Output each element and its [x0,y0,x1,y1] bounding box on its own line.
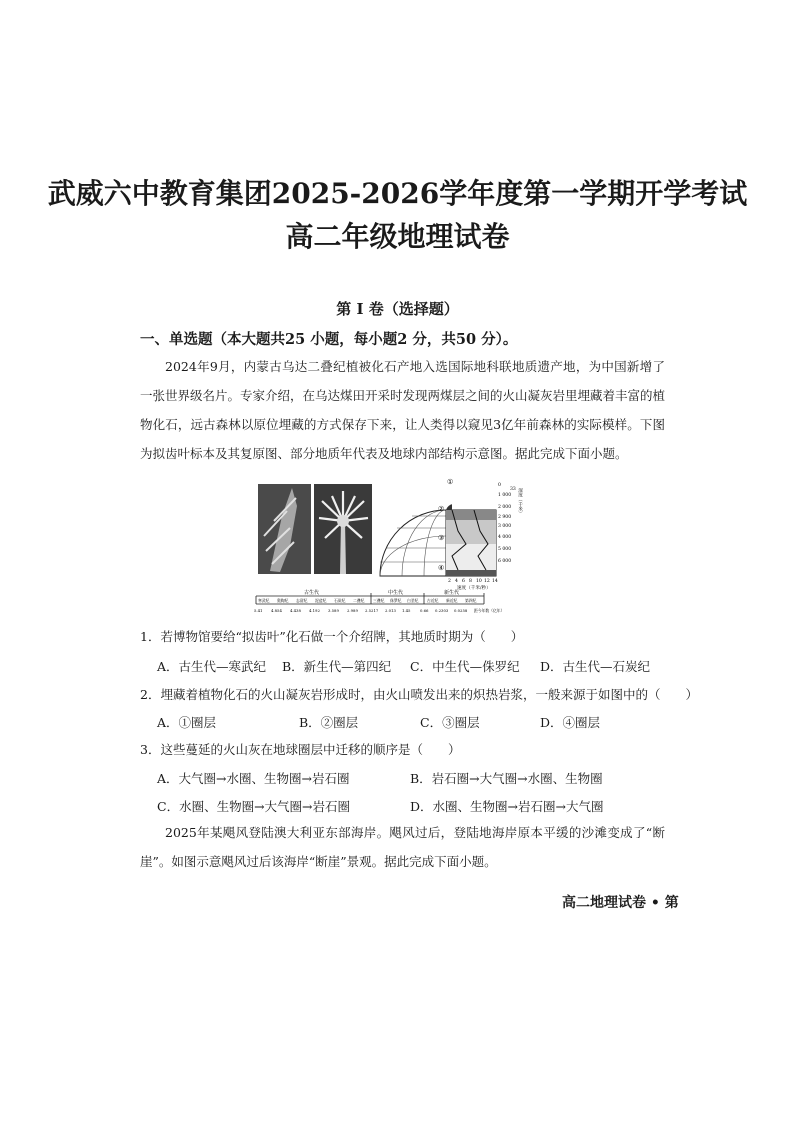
label-circle-2: ② [438,505,445,513]
svg-text:2 000: 2 000 [498,505,512,510]
figure-svg [252,476,532,618]
era-paleozoic: 古生代 [304,590,320,596]
svg-text:2 900: 2 900 [498,515,512,520]
svg-text:0.66: 0.66 [420,608,429,613]
question-2-option-d[interactable]: D．④圈层 [540,715,601,730]
svg-text:4.438: 4.438 [290,608,301,613]
geologic-timeline [254,589,504,613]
svg-text:石炭纪: 石炭纪 [334,598,346,603]
svg-text:5.41: 5.41 [254,608,263,613]
question-1-option-a[interactable]: A．古生代—寒武纪 [157,659,267,674]
question-3-option-c[interactable]: C．水圈、生物圈→大气圈→岩石圈 [157,799,351,814]
question-2-stem: 2．埋藏着植物化石的火山凝灰岩形成时，由火山喷发出来的炽热岩浆，一般来源于如图中的（ ） [140,687,698,702]
svg-text:0: 0 [498,483,501,488]
svg-text:2.5217: 2.5217 [365,608,379,613]
section-heading: 一、单选题（本大题共25 小题，每小题2 分，共50 分）。 [140,331,518,348]
svg-text:0.0258: 0.0258 [454,608,468,613]
question-3-stem: 3．这些蔓延的火山灰在地球圈层中迁移的顺序是（ ） [140,742,461,757]
svg-text:1 000: 1 000 [498,493,512,498]
svg-text:3 000: 3 000 [498,524,512,529]
question-2-option-c[interactable]: C．③圈层 [420,715,480,730]
passage-1: 2024年9月，内蒙古乌达二叠纪植被化石产地入选国际地科联地质遗产地，为中国新增了一张世界级名片。专家介绍，在乌达煤田开采时发现两煤层之间的火山凝灰岩里埋藏着丰富的植物化石，远古森林以原位埋藏的方式保存下来，让人类得以窥见3亿年前森林的实际模样。下图为拟齿叶标本及其复原图、部分地质年代表及地球内部结构示意图。据此完成下面小题。 [140,359,666,461]
svg-text:寒武纪: 寒武纪 [258,598,270,603]
svg-text:速度（千米/秒）: 速度（千米/秒） [457,586,491,591]
svg-text:距今年数（亿年）: 距今年数（亿年） [474,608,505,613]
svg-text:第四纪: 第四纪 [465,598,477,603]
svg-text:深度（千米）: 深度（千米） [517,488,523,516]
svg-text:2.989: 2.989 [347,608,358,613]
question-1-option-b[interactable]: B．新生代—第四纪 [282,659,392,674]
question-2-option-a[interactable]: A．①圈层 [157,715,217,730]
figure-fossil-geology [252,476,532,618]
era-cenozoic: 新生代 [444,590,460,596]
svg-text:新近纪: 新近纪 [446,598,458,603]
svg-text:6 000: 6 000 [498,559,512,564]
label-s-wave: 横波 [450,500,462,506]
question-2-option-b[interactable]: B．②圈层 [299,715,359,730]
svg-text:二叠纪: 二叠纪 [353,598,365,603]
svg-text:5 000: 5 000 [498,547,512,552]
passage-2: 2025年某飓风登陆澳大利亚东部海岸。飓风过后，登陆地海岸原本平缓的沙滩变成了“断崖”。如图示意飓风过后该海岸“断崖”景观。据此完成下面小题。 [140,825,665,869]
exam-title: 武威六中教育集团2025-2026学年度第一学期开学考试 [47,177,748,210]
svg-text:12: 12 [484,579,490,584]
question-3-option-b[interactable]: B．岩石圈→大气圈→水圈、生物圈 [410,771,603,786]
svg-text:三叠纪: 三叠纪 [373,598,385,603]
svg-text:8: 8 [469,579,472,584]
svg-text:白垩纪: 白垩纪 [407,598,419,603]
label-circle-4: ④ [438,564,445,572]
era-mesozoic: 中生代 [388,590,404,596]
question-1-stem: 1．若博物馆要给“拟齿叶”化石做一个介绍牌，其地质时期为（ ） [140,629,524,644]
question-3-option-d[interactable]: D．水圈、生物圈→岩石圈→大气圈 [410,799,604,814]
svg-text:古近纪: 古近纪 [427,598,439,603]
svg-text:0.2303: 0.2303 [435,608,449,613]
svg-text:4 000: 4 000 [498,535,512,540]
svg-text:4.192: 4.192 [309,608,320,613]
depth-axis [498,482,523,564]
svg-text:6: 6 [462,579,465,584]
question-1-option-d[interactable]: D．古生代—石炭纪 [540,659,651,674]
svg-text:2.013: 2.013 [385,608,396,613]
page-footer: 高二地理试卷 • 第 [562,895,679,911]
svg-text:4.854: 4.854 [271,608,282,613]
section-title: 第 I 卷（选择题） [336,300,459,318]
svg-text:志留纪: 志留纪 [296,598,308,603]
svg-text:泥盆纪: 泥盆纪 [315,598,327,603]
svg-text:4: 4 [455,579,458,584]
svg-text:14: 14 [492,579,498,584]
exam-subtitle: 高二年级地理试卷 [285,220,510,253]
label-circle-1: ① [447,478,454,486]
svg-text:奥陶纪: 奥陶纪 [277,598,289,603]
svg-text:2: 2 [448,579,451,584]
question-1-option-c[interactable]: C．中生代—侏罗纪 [410,659,520,674]
svg-text:1.45: 1.45 [402,608,411,613]
question-3-option-a[interactable]: A．大气圈→水圈、生物圈→岩石圈 [157,771,350,786]
label-p-wave: 纵波 [473,500,485,506]
svg-text:10: 10 [476,579,482,584]
svg-text:33: 33 [510,487,516,492]
svg-text:侏罗纪: 侏罗纪 [390,598,402,603]
label-circle-3: ③ [438,534,445,542]
svg-text:3.589: 3.589 [328,608,339,613]
